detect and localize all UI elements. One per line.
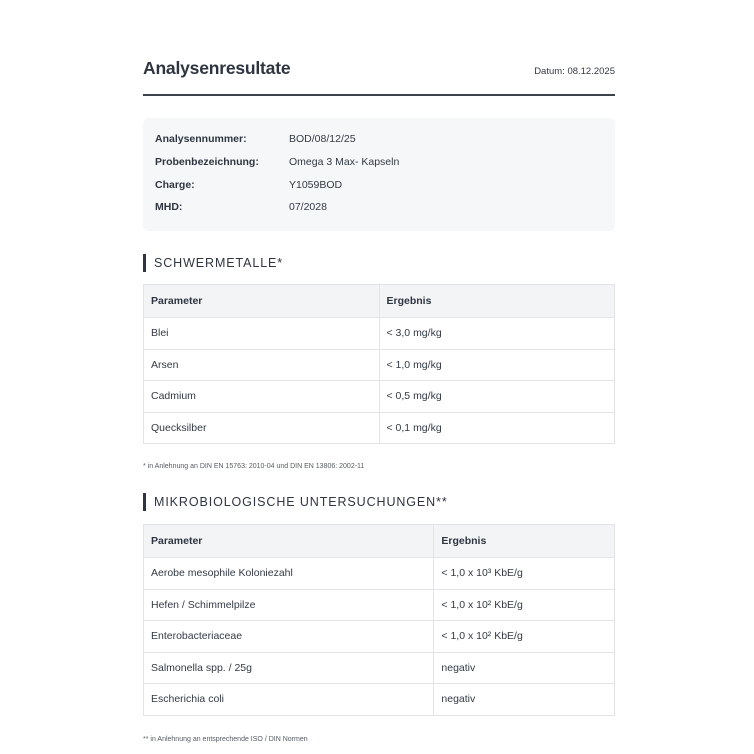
column-header-result: Ergebnis: [434, 525, 615, 558]
info-value: Omega 3 Max- Kapseln: [289, 156, 400, 168]
column-header-parameter: Parameter: [144, 525, 434, 558]
parameter-cell: Escherichia coli: [144, 684, 434, 716]
table-row: [144, 349, 615, 381]
info-label: Probenbezeichnung:: [155, 156, 259, 168]
result-cell: negativ: [434, 684, 615, 716]
footnote-heavy-metals: * in Anlehnung an DIN EN 15763: 2010-04 und DIN EN 13806: 2002-11: [143, 463, 365, 470]
result-cell: < 0,1 mg/kg: [379, 412, 615, 444]
column-header-parameter: Parameter: [144, 285, 380, 318]
info-value: 07/2028: [289, 201, 327, 213]
parameter-cell: Quecksilber: [144, 412, 380, 444]
column-header-result: Ergebnis: [379, 285, 615, 318]
parameter-cell: Enterobacteriaceae: [144, 621, 434, 653]
info-label: Charge:: [155, 179, 195, 191]
info-label: MHD:: [155, 201, 183, 213]
section-title-microbiology: MIKROBIOLOGISCHE UNTERSUCHUNGEN**: [143, 493, 448, 511]
info-value: BOD/08/12/25: [289, 133, 356, 145]
table-row: [144, 621, 615, 653]
table-row: [144, 558, 615, 590]
parameter-cell: Salmonella spp. / 25g: [144, 652, 434, 684]
result-cell: < 1,0 mg/kg: [379, 349, 615, 381]
report-header: [143, 58, 615, 96]
sample-info-box: [143, 118, 615, 231]
table-row: [144, 318, 615, 350]
table-header-row: [144, 525, 615, 558]
table-row: [144, 684, 615, 716]
result-cell: negativ: [434, 652, 615, 684]
result-cell: < 3,0 mg/kg: [379, 318, 615, 350]
page-title: Analysenresultate: [143, 58, 291, 78]
result-cell: < 1,0 x 10³ KbE/g: [434, 558, 615, 590]
parameter-cell: Cadmium: [144, 381, 380, 413]
table-row: [144, 589, 615, 621]
parameter-cell: Aerobe mesophile Koloniezahl: [144, 558, 434, 590]
result-cell: < 0,5 mg/kg: [379, 381, 615, 413]
parameter-cell: Arsen: [144, 349, 380, 381]
info-label: Analysennummer:: [155, 133, 247, 145]
info-value: Y1059BOD: [289, 179, 343, 191]
report-date: Datum: 08.12.2025: [534, 66, 615, 77]
table-row: [144, 412, 615, 444]
result-cell: < 1,0 x 10² KbE/g: [434, 589, 615, 621]
footnote-microbiology: ** in Anlehnung an entsprechende ISO / DIN Normen: [143, 736, 308, 743]
parameter-cell: Hefen / Schimmelpilze: [144, 589, 434, 621]
microbiology-table: [143, 524, 615, 716]
result-cell: < 1,0 x 10² KbE/g: [434, 621, 615, 653]
section-title-heavy-metals: SCHWERMETALLE*: [143, 254, 283, 272]
parameter-cell: Blei: [144, 318, 380, 350]
table-header-row: [144, 285, 615, 318]
table-row: [144, 381, 615, 413]
table-row: [144, 652, 615, 684]
heavy-metals-table: [143, 284, 615, 444]
